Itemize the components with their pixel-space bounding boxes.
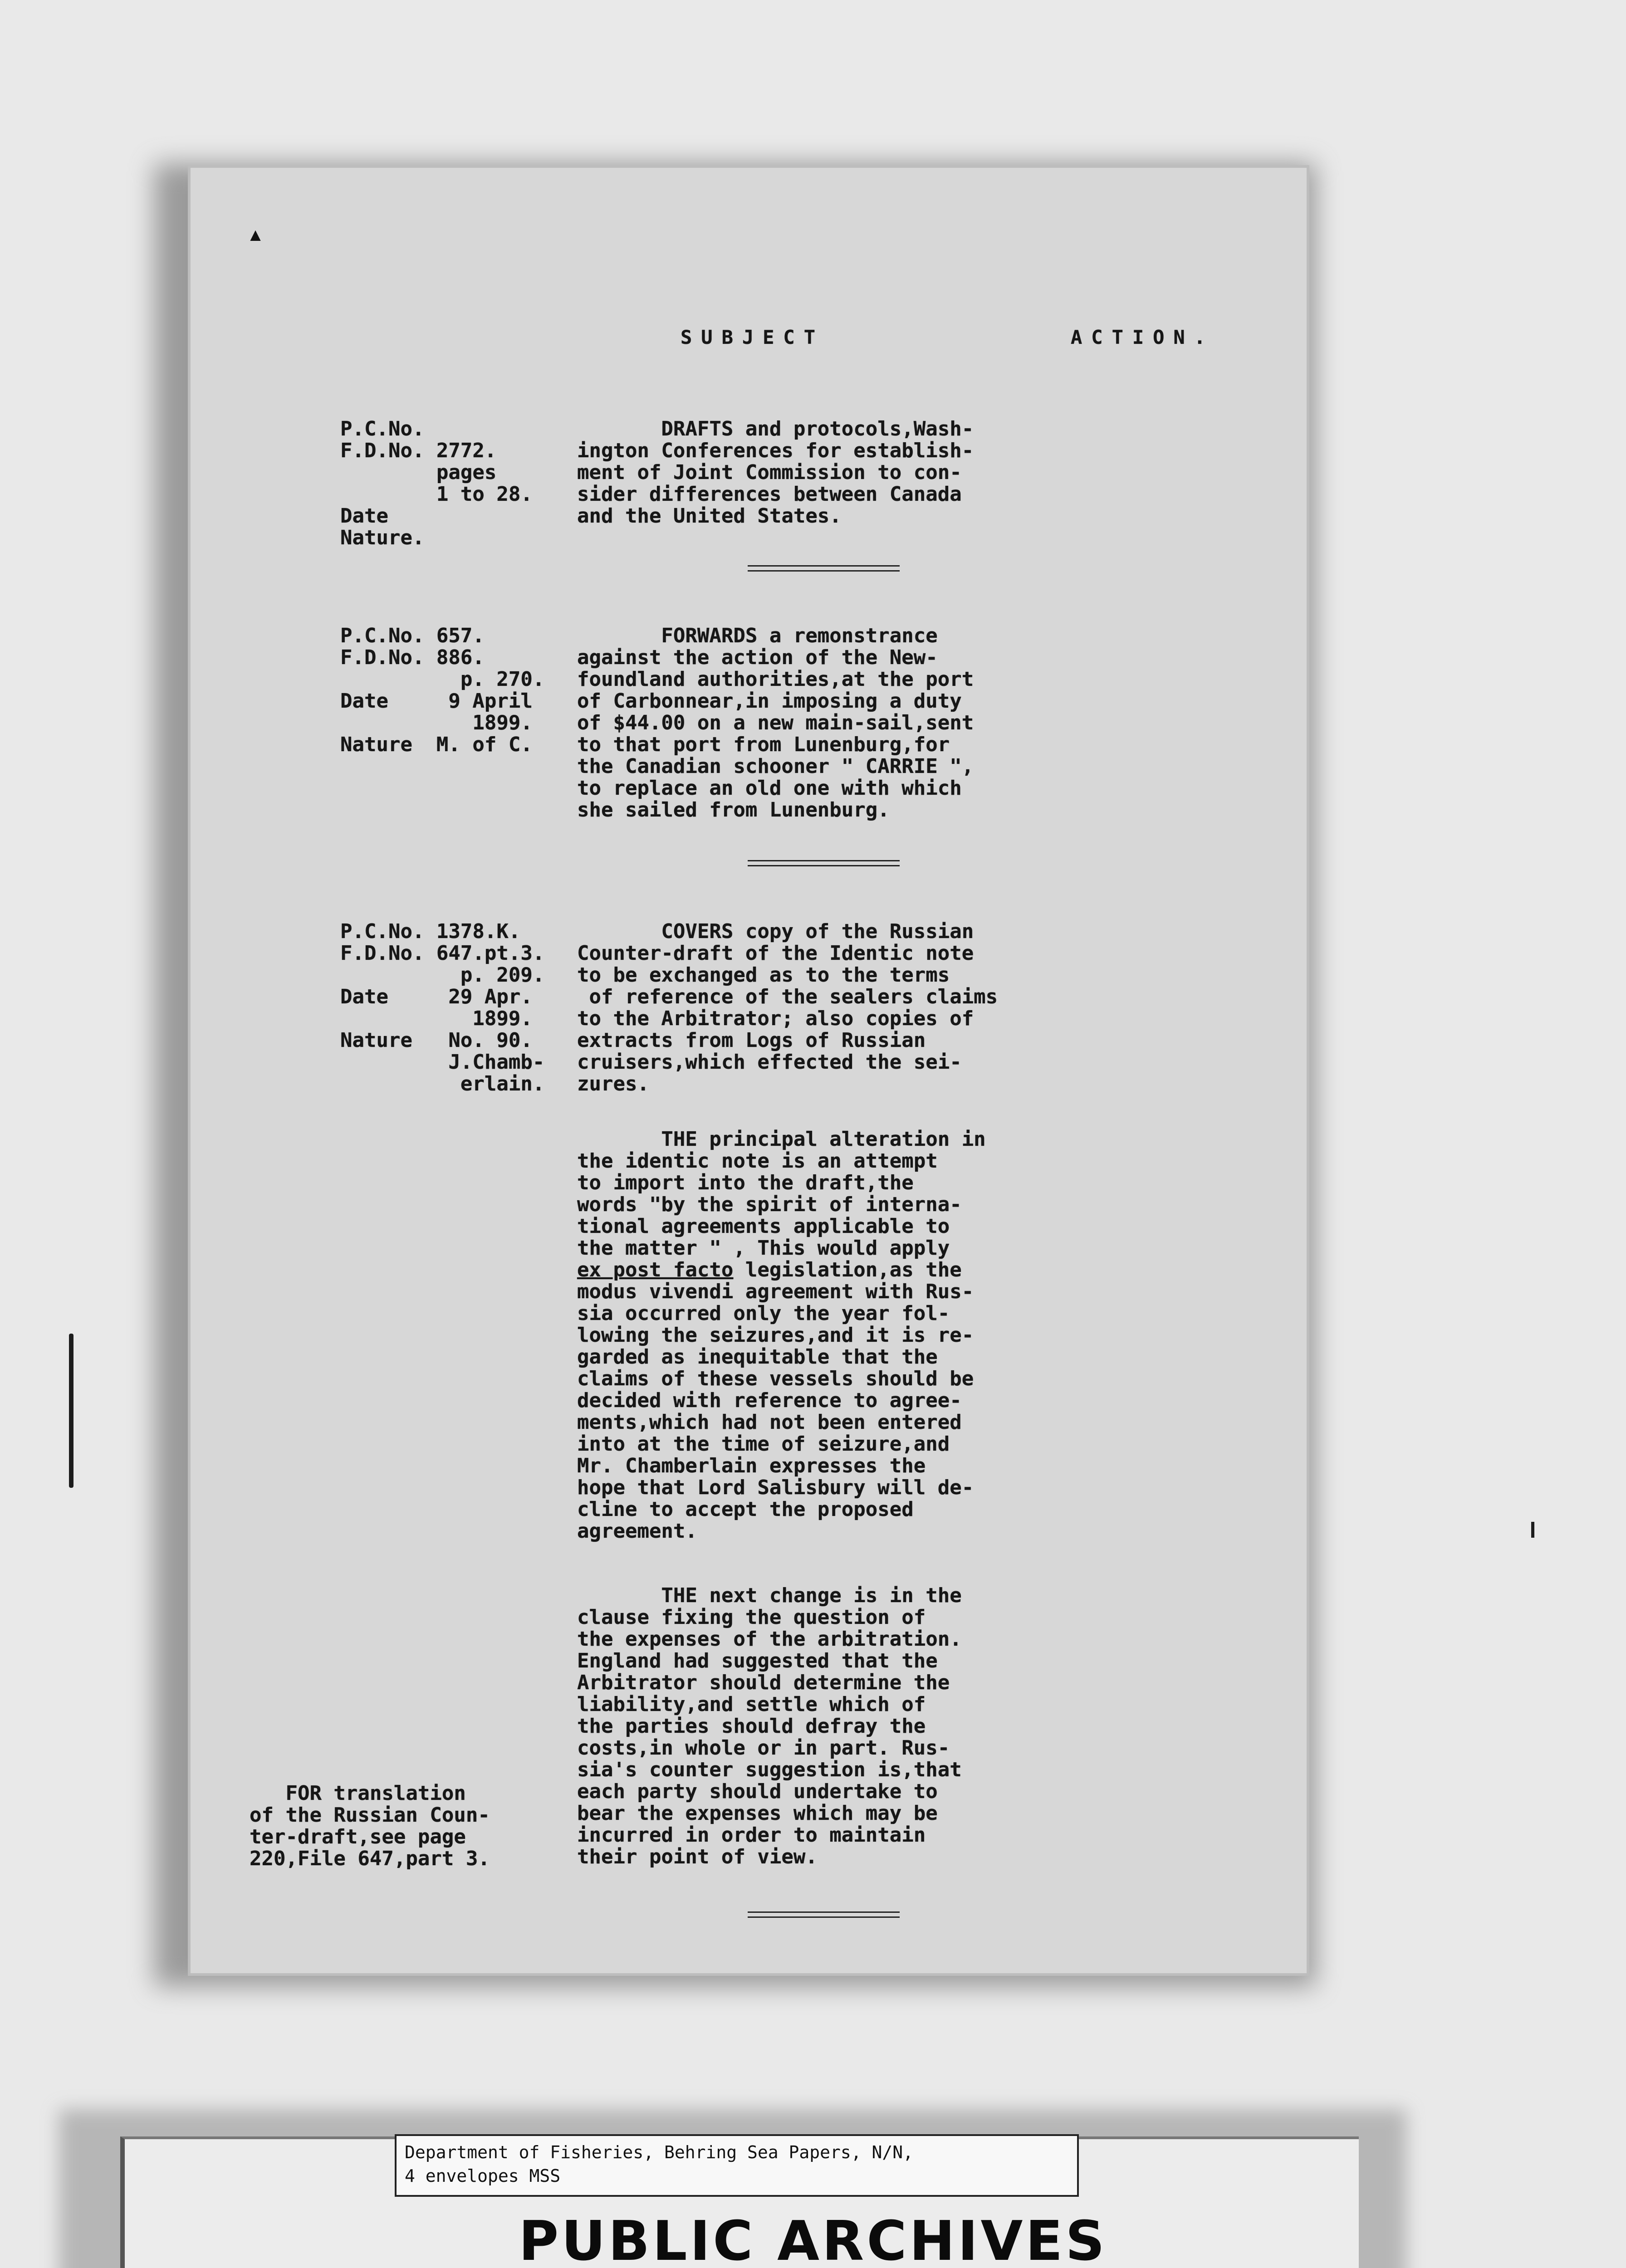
- paragraph2-start: THE principal alteration in the identic note is an attempt to import into the draft,the words "by the spirit of interna- tional agreements applicable to the matter " , This would apply: [577, 1128, 986, 1260]
- entry1-text: DRAFTS and protocols,Wash- ington Conferences for establish- ment of Joint Commission to con- sider differences between Canada and the United States.: [577, 417, 974, 528]
- translation-margin-note: FOR translation of the Russian Coun- ter-draft,see page 220,File 647,part 3.: [250, 1782, 490, 1870]
- action-heading: ACTION.: [1071, 326, 1215, 348]
- small-mark: [1531, 1522, 1534, 1538]
- collection-tag-text: Department of Fisheries, Behring Sea Papers, N/N, 4 envelopes MSS: [405, 2142, 914, 2186]
- collection-tag: [395, 2134, 1079, 2197]
- entry1-labels: P.C.No. F.D.No. 2772. pages 1 to 28. Date Nature.: [340, 417, 533, 549]
- separator-rule-3: [748, 1911, 900, 1918]
- film-edge-mark: [69, 1334, 73, 1488]
- entry3-text: COVERS copy of the Russian Counter-draft of the Identic note to be exchanged as to the terms of reference of the sealers claims to the Arbitrator; also copies of extracts from Logs of Russian cruisers,which effected the sei- zures.: [577, 920, 998, 1095]
- separator-rule-1: [748, 565, 900, 572]
- entry3-paragraph3: THE next change is in the clause fixing the question of the expenses of the arbitration. England had suggested that the Arbitrator should determine the liability,and settle which of the parties should defray the costs,in whole or in part. Rus- sia's counter suggestion is,that each party should undertake to bear the expenses which may be incurred in order to maintain their point of view.: [577, 1584, 962, 1868]
- entry2-text: FORWARDS a remonstrance against the action of the New- foundland authorities,at the port of Carbonnear,in imposing a duty of $44.00 on a new main-sail,sent to that port from Lunenburg,for the Canadian schooner " CARRIE ", to replace an old one with which she sailed from Lunenburg.: [577, 624, 974, 821]
- subject-heading: SUBJECT: [681, 326, 825, 348]
- corner-pointer-mark: ▴: [247, 218, 264, 249]
- entry2-labels: P.C.No. 657. F.D.No. 886. p. 270. Date 9 April 1899. Nature M. of C.: [340, 624, 545, 756]
- separator-rule-2: [748, 860, 900, 866]
- ex-post-facto-underlined: ex post facto: [577, 1258, 734, 1281]
- entry3-labels: P.C.No. 1378.K. F.D.No. 647.pt.3. p. 209. Date 29 Apr. 1899. Nature No. 90. J.Chamb- erlain.: [340, 920, 545, 1095]
- paragraph2-end: legislation,as the modus vivendi agreement with Rus- sia occurred only the year fol- lowing the seizures,and it is re- garded as inequitable that the claims of these vessels should be decided with reference to agree- ments,which had not been entered into at the time of seizure,and Mr. Chamberlain expresses the hope that Lord Salisbury will de- cline to accept the proposed agreement.: [577, 1258, 974, 1543]
- entry3-paragraph2: [577, 1129, 986, 1542]
- public-archives-title: PUBLIC ARCHIVES: [519, 2210, 1107, 2268]
